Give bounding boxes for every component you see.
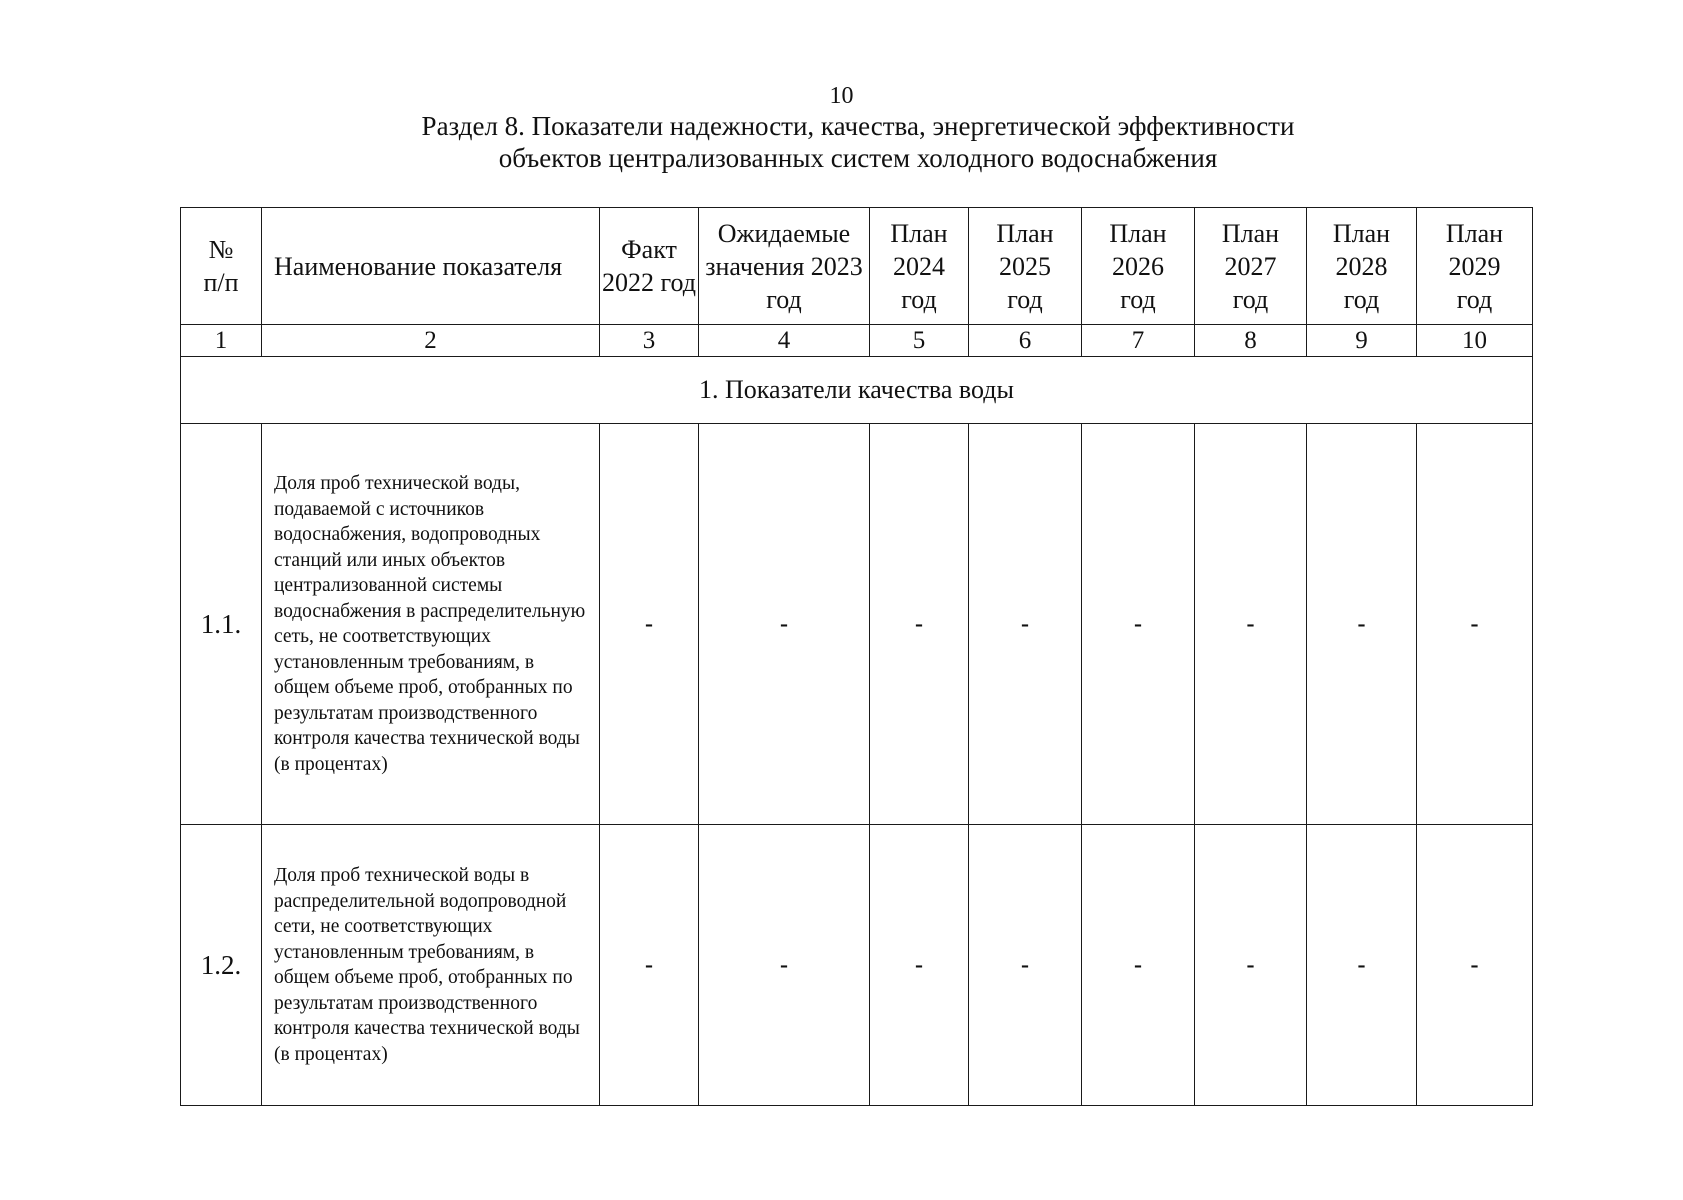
column-number: 1 [181, 325, 262, 357]
row-number: 1.1. [181, 424, 262, 825]
column-number-row [181, 325, 1533, 357]
document-title-line-2: объектов централизованных систем холодного водоснабжения [498, 143, 1218, 173]
value-cell: - [600, 825, 699, 1106]
section-title: 1. Показатели качества воды [181, 357, 1533, 424]
column-number: 10 [1417, 325, 1533, 357]
indicator-description: Доля проб технической воды, подаваемой с источников водоснабжения, водопроводных станций или иных объектов централизованной системы водоснабжения в распределительную сеть, не соответствующих установленным требованиям, в общем объеме проб, отобранных по результатам производственного контроля качества технической воды (в процентах) [262, 424, 600, 825]
section-row [181, 357, 1533, 424]
value-cell: - [870, 825, 969, 1106]
value-cell: - [1307, 825, 1417, 1106]
value-cell: - [1417, 424, 1533, 825]
header-plan-2024: План 2024 год [870, 208, 969, 325]
value-cell: - [969, 825, 1082, 1106]
row-number: 1.2. [181, 825, 262, 1106]
column-number: 7 [1082, 325, 1195, 357]
column-number: 9 [1307, 325, 1417, 357]
header-plan-2025: План 2025 год [969, 208, 1082, 325]
document-title-line-1: Раздел 8. Показатели надежности, качества, энергетической эффективности [421, 111, 1295, 141]
document-title [180, 110, 1536, 174]
value-cell: - [969, 424, 1082, 825]
column-number: 2 [262, 325, 600, 357]
header-plan-2029: План 2029 год [1417, 208, 1533, 325]
value-cell: - [600, 424, 699, 825]
header-plan-2027: План 2027 год [1195, 208, 1307, 325]
indicators-table [180, 207, 1533, 1106]
indicator-description: Доля проб технической воды в распределительной водопроводной сети, не соответствующих установленным требованиям, в общем объеме проб, отобранных по результатам производственного контроля качества технической воды (в процентах) [262, 825, 600, 1106]
column-number: 8 [1195, 325, 1307, 357]
value-cell: - [870, 424, 969, 825]
value-cell: - [1195, 825, 1307, 1106]
value-cell: - [699, 825, 870, 1106]
table-row [181, 424, 1533, 825]
value-cell: - [1417, 825, 1533, 1106]
table-header-row [181, 208, 1533, 325]
table-row [181, 825, 1533, 1106]
header-plan-2026: План 2026 год [1082, 208, 1195, 325]
header-indicator-name: Наименование показателя [262, 208, 600, 325]
header-expected-2023: Ожидаемые значения 2023 год [699, 208, 870, 325]
value-cell: - [1082, 424, 1195, 825]
column-number: 4 [699, 325, 870, 357]
value-cell: - [699, 424, 870, 825]
column-number: 6 [969, 325, 1082, 357]
value-cell: - [1082, 825, 1195, 1106]
value-cell: - [1307, 424, 1417, 825]
header-num: № п/п [181, 208, 262, 325]
column-number: 5 [870, 325, 969, 357]
header-plan-2028: План 2028 год [1307, 208, 1417, 325]
header-fact-2022: Факт 2022 год [600, 208, 699, 325]
page-number: 10 [829, 83, 854, 109]
value-cell: - [1195, 424, 1307, 825]
column-number: 3 [600, 325, 699, 357]
